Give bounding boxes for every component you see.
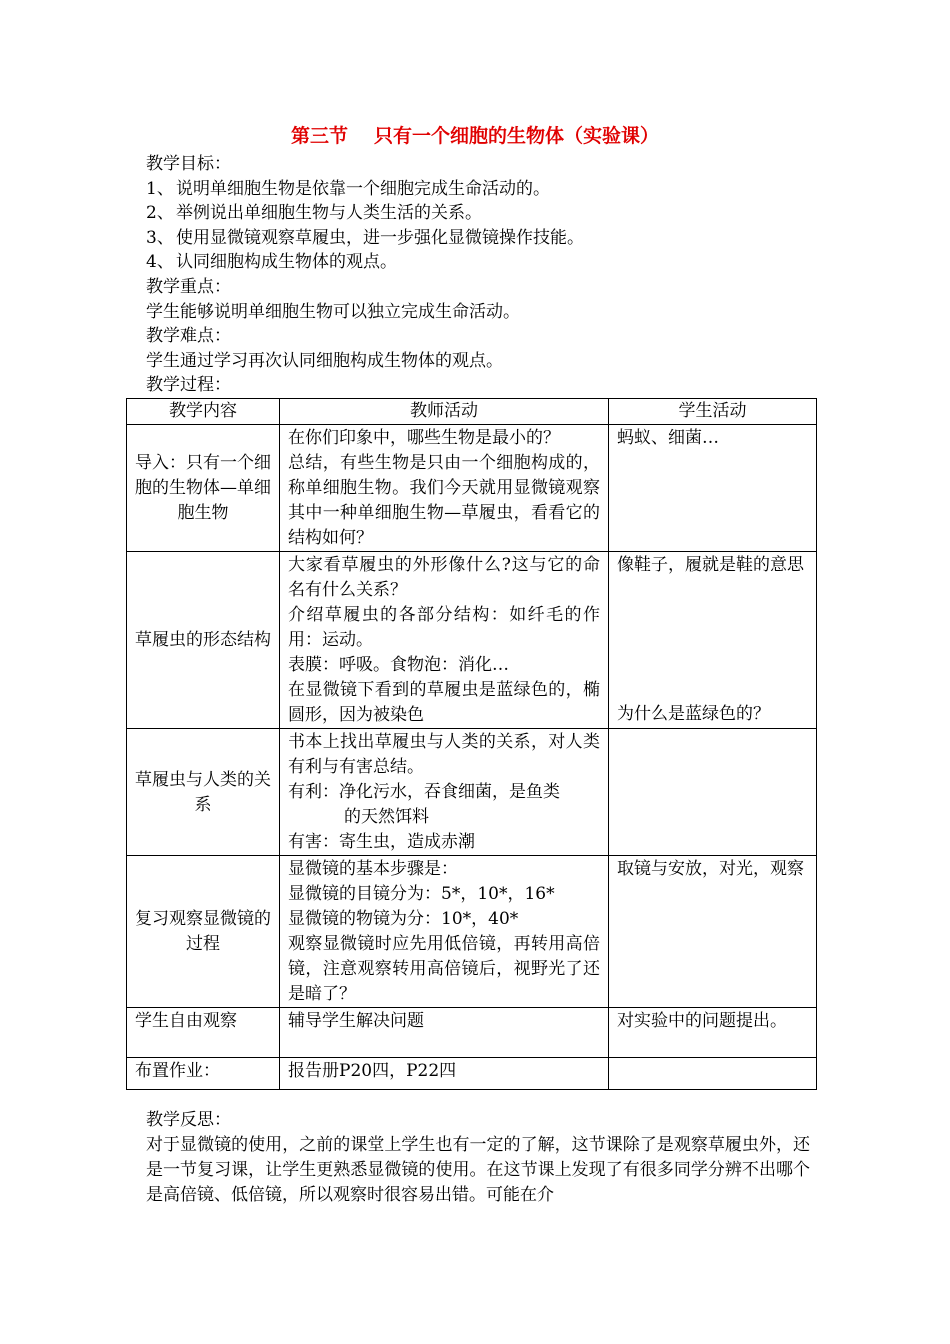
teacher-line: 显微镜的基本步骤是： <box>288 859 458 879</box>
intro-block <box>146 152 826 398</box>
cell-student <box>609 856 817 1008</box>
table-row <box>127 729 817 856</box>
cell-teacher <box>280 425 609 552</box>
header-teacher: 教师活动 <box>280 399 609 425</box>
header-content: 教学内容 <box>127 399 280 425</box>
student-line: 对实验中的问题提出。 <box>617 1011 787 1031</box>
goal-text: 认同细胞构成生物体的观点。 <box>176 252 397 273</box>
cell-content: 布置作业： <box>127 1058 280 1090</box>
difficulty-heading: 教学难点： <box>146 326 231 347</box>
table-row <box>127 425 817 552</box>
title-section: 第三节 <box>290 125 348 147</box>
goal-number: 4、 <box>146 252 174 273</box>
teacher-line: 的天然饵料 <box>344 807 429 827</box>
key-point-text: 学生能够说明单细胞生物可以独立完成生命活动。 <box>146 301 520 322</box>
cell-content: 学生自由观察 <box>127 1008 280 1058</box>
student-line: 为什么是蓝绿色的？ <box>617 704 770 724</box>
student-line: 蚂蚁、细菌… <box>617 428 719 448</box>
difficulty-text: 学生通过学习再次认同细胞构成生物体的观点。 <box>146 350 503 371</box>
table-header-row <box>127 399 817 425</box>
page-title <box>0 122 950 150</box>
goal-item <box>146 250 826 275</box>
lesson-table <box>126 398 817 1090</box>
teacher-line: 书本上找出草履虫与人类的关系，对人类有利与有害总结。 <box>288 732 600 777</box>
cell-student <box>609 552 817 729</box>
goal-item <box>146 201 826 226</box>
table-row <box>127 552 817 729</box>
goal-item <box>146 177 826 202</box>
cell-content: 草履虫与人类的关系 <box>127 729 280 856</box>
teacher-line: 显微镜的物镜为分：10*，40* <box>288 909 519 929</box>
teacher-line: 报告册P20四，P22四 <box>288 1061 457 1081</box>
cell-teacher <box>280 1008 609 1058</box>
teacher-line: 表膜：呼吸。食物泡：消化… <box>288 655 509 675</box>
goals-heading: 教学目标： <box>146 154 231 174</box>
cell-content: 复习观察显微镜的过程 <box>127 856 280 1008</box>
goal-text: 使用显微镜观察草履虫，进一步强化显微镜操作技能。 <box>176 227 584 248</box>
cell-student <box>609 1058 817 1090</box>
teacher-line: 总结，有些生物是只由一个细胞构成的，称单细胞生物。我们今天就用显微镜观察其中一种单细胞生物—草履虫，看看它的结构如何？ <box>288 453 600 548</box>
goal-item <box>146 226 826 251</box>
header-student: 学生活动 <box>609 399 817 425</box>
cell-teacher <box>280 1058 609 1090</box>
goal-text: 举例说出单细胞生物与人类生活的关系。 <box>176 203 482 224</box>
goal-number: 3、 <box>146 227 174 248</box>
student-line: 像鞋子，履就是鞋的意思 <box>617 555 804 575</box>
title-topic: 只有一个细胞的生物体（实验课） <box>374 125 660 147</box>
cell-teacher <box>280 552 609 729</box>
teacher-line: 辅导学生解决问题 <box>288 1011 424 1031</box>
reflection-text: 对于显微镜的使用，之前的课堂上学生也有一定的了解，这节课除了是观察草履虫外，还是一节复习课，让学生更熟悉显微镜的使用。在这节课上发现了有很多同学分辨不出哪个是高倍镜、低倍镜，所以观察时很容易出错。可能在介 <box>146 1134 810 1205</box>
teacher-line: 有利：净化污水，吞食细菌，是鱼类 <box>288 782 560 802</box>
cell-student <box>609 1008 817 1058</box>
cell-student <box>609 729 817 856</box>
teacher-line: 显微镜的目镜分为：5*，10*，16* <box>288 884 555 904</box>
teacher-line: 介绍草履虫的各部分结构：如纤毛的作用：运动。 <box>288 605 600 650</box>
table-row <box>127 1008 817 1058</box>
teacher-line: 观察显微镜时应先用低倍镜，再转用高倍镜，注意观察转用高倍镜后，视野光了还是暗了？ <box>288 934 600 1004</box>
teacher-line: 大家看草履虫的外形像什么?这与它的命名有什么关系？ <box>288 555 600 600</box>
key-point-heading: 教学重点： <box>146 276 231 297</box>
table-row <box>127 1058 817 1090</box>
cell-content: 导入：只有一个细胞的生物体—单细胞生物 <box>127 425 280 552</box>
teacher-line: 有害：寄生虫，造成赤潮 <box>288 832 475 852</box>
reflection-heading: 教学反思： <box>146 1110 231 1130</box>
cell-teacher <box>280 729 609 856</box>
cell-content: 草履虫的形态结构 <box>127 552 280 729</box>
cell-student <box>609 425 817 552</box>
goal-number: 1、 <box>146 178 174 199</box>
teacher-line: 在显微镜下看到的草履虫是蓝绿色的，椭圆形，因为被染色 <box>288 680 600 725</box>
teacher-line: 在你们印象中，哪些生物是最小的？ <box>288 428 560 448</box>
process-heading: 教学过程： <box>146 375 231 396</box>
goal-number: 2、 <box>146 203 174 224</box>
table-row <box>127 856 817 1008</box>
reflection-block <box>146 1108 810 1208</box>
student-line: 取镜与安放，对光，观察 <box>617 859 804 879</box>
goal-text: 说明单细胞生物是依靠一个细胞完成生命活动的。 <box>176 178 550 199</box>
cell-teacher <box>280 856 609 1008</box>
